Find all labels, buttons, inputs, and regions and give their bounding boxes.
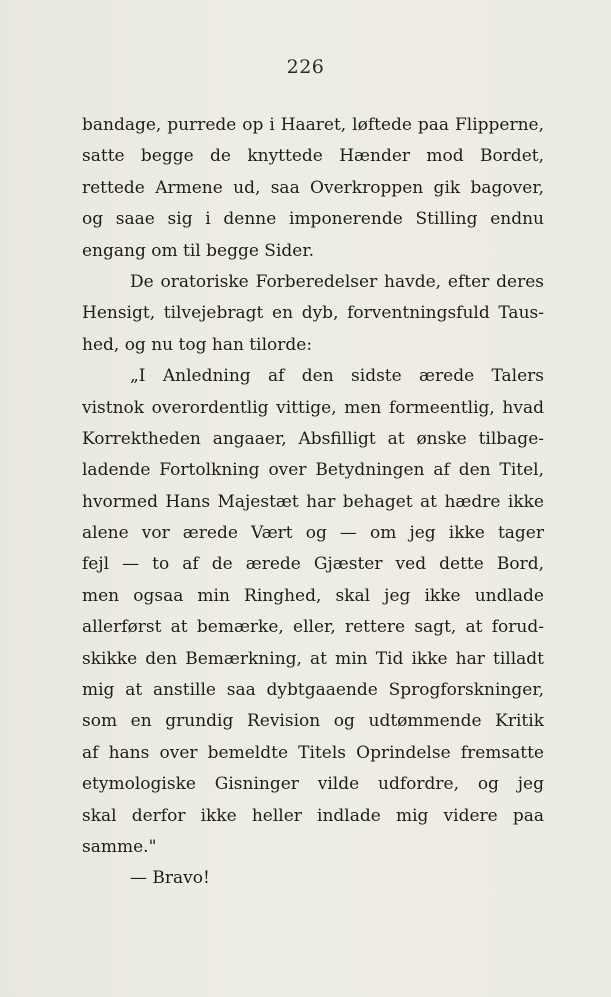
text-line: men ogsaa min Ringhed, skal jeg ikke undlade [82,585,544,606]
text-line: „I Anledning af den sidste ærede Talers [130,366,544,387]
text-line: — Bravo! [130,868,210,889]
text-line: bandage, purrede op i Haaret, løftede paa Flipperne, [82,115,544,135]
text-line: samme." [82,836,157,857]
text-line: ladende Fortolkning over Betydningen af den Titel, [82,460,544,481]
text-line: som en grundig Revision og udtømmende Kritik [82,711,544,732]
text-line: engang om til begge Sider. [82,240,314,261]
text-line: etymologiske Gisninger vilde udfordre, og jeg [82,774,544,795]
text-line: De oratoriske Forberedelser havde, efter deres [130,271,544,292]
text-line: af hans over bemeldte Titels Oprindelse fremsatte [82,742,544,763]
text-line: hvormed Hans Majestæt har behaget at hædre ikke [82,491,544,512]
text-line: og saae sig i denne imponerende Stilling endnu [82,209,544,230]
text-line: fejl — to af de ærede Gjæster ved dette Bord, [82,554,544,575]
body-text [82,110,544,895]
text-line: skikke den Bemærkning, at min Tid ikke har tilladt [82,648,544,669]
text-line: satte begge de knyttede Hænder mod Bordet, [82,146,544,167]
text-line: Korrektheden angaaer, Absfilligt at ønske tilbage- [82,428,544,449]
text-line: hed, og nu tog han tilorde: [82,334,313,355]
text-line: mig at anstille saa dybtgaaende Sprogforskninger, [82,680,544,701]
text-line: Hensigt, tilvejebragt en dyb, forventningsfuld Taus- [82,303,544,324]
text-line: allerførst at bemærke, eller, rettere sagt, at forud- [82,617,544,638]
text-line: skal derfor ikke heller indlade mig videre paa [82,805,544,826]
text-line: vistnok overordentlig vittige, men formeentlig, hvad [82,397,544,418]
text-line: rettede Armene ud, saa Overkroppen gik bagover, [82,177,544,198]
page-number: 226 [286,56,325,78]
text-line: alene vor ærede Vært og — om jeg ikke tager [82,523,544,544]
